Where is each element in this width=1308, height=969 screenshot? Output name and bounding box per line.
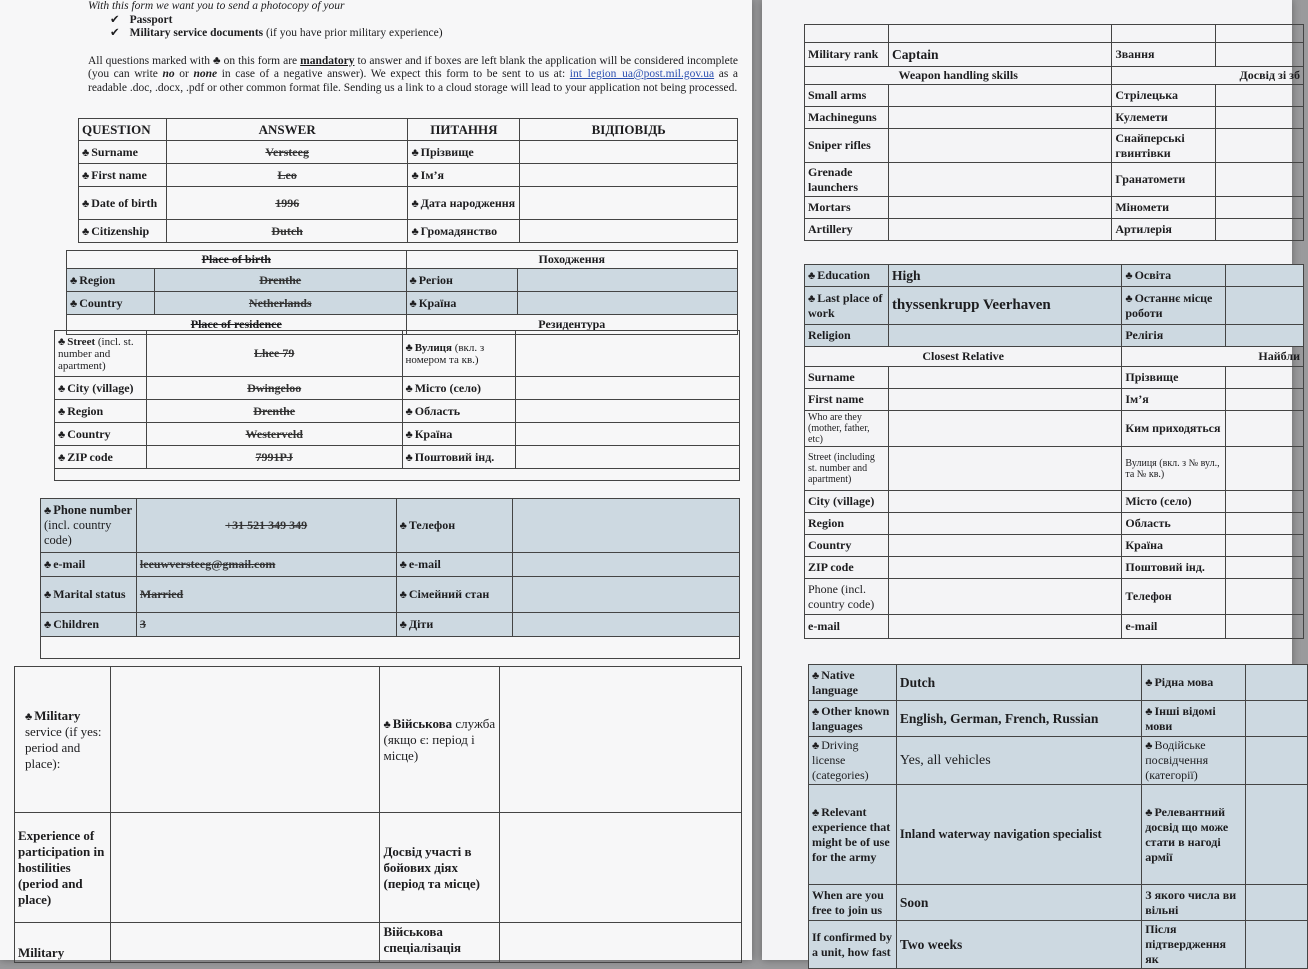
place-of-birth-header-ua: Походження [406,251,737,269]
row-free-to-join: When are you free to join us Soon З якого числа ви вільні [809,885,1308,921]
street-value[interactable]: Lhee 79 [146,331,402,377]
header-answer: ANSWER [166,119,407,141]
row-relative-first-name: First name Ім’я [805,389,1304,411]
row-birth-country: ♣ Country Netherlands ♣ Країна [67,292,738,315]
military-table [14,666,742,963]
phone-value[interactable]: +31 521 349 349 [136,499,396,553]
row-first-name: ♣ First name Leo ♣ Ім’я [79,164,738,187]
row-grenade-launchers: Grenade launchers Гранатомети [805,163,1304,197]
place-of-birth-header: Place of birth [67,251,407,269]
place-of-birth-table [66,250,738,335]
row-relative-city: City (village) Місто (село) [805,491,1304,513]
military-service-answer[interactable] [110,667,380,813]
row-small-arms: Small arms Стрілецька [805,85,1304,107]
skills-table [808,664,1308,969]
row-region: ♣ Region Drenthe ♣ Область [55,400,740,423]
right-form-page [762,0,1300,966]
row-machineguns: Machineguns Кулемети [805,107,1304,129]
row-relative-email: e-mail e-mail [805,615,1304,639]
intro-line: With this form we want you to send a photocopy of your [88,0,345,12]
row-email: ♣ e-mail leeuwversteeg@gmail.com ♣ e-mail [41,553,740,577]
row-sniper-rifles: Sniper rifles Снайперські гвинтівки [805,129,1304,163]
birth-region-value[interactable]: Drenthe [154,269,406,292]
closest-relative-header: Closest Relative [805,347,1122,367]
birth-region-answer-ua[interactable] [518,269,738,292]
row-street: ♣ Street (incl. st. number and apartment) Lhee 79 ♣ Вулиця (вкл. з номером та кв.) [55,331,740,377]
row-country: ♣ Country Westerveld ♣ Країна [55,423,740,446]
birth-country-answer-ua[interactable] [518,292,738,315]
marital-status-answer-ua[interactable] [512,577,740,613]
children-value[interactable]: 3 [136,613,396,637]
row-birth-region: ♣ Region Drenthe ♣ Регіон [67,269,738,292]
marital-status-value[interactable]: Married [136,577,396,613]
row-date-of-birth: ♣ Date of birth 1996 ♣ Дата народження [79,187,738,220]
row-military-rank: Military rank Captain Звання [805,43,1304,67]
row-education: ♣ Education High ♣ Освіта [805,265,1304,287]
closest-relative-header-ua: Найбли [1122,347,1304,367]
zip-value[interactable]: 7991PJ [146,446,402,469]
rank-weapons-table [804,24,1304,241]
row-driving-license: ♣ Driving license (categories) Yes, all vehicles ♣ Водійське посвідчення (категорії) [809,737,1308,785]
country-value[interactable]: Westerveld [146,423,402,446]
date-of-birth-value[interactable]: 1996 [166,187,407,220]
row-city: ♣ City (village) Dwingeloo ♣ Місто (село) [55,377,740,400]
row-phone: ♣ Phone number (incl. country code) +31 521 349 349 ♣ Телефон [41,499,740,553]
first-name-answer-ua[interactable] [520,164,738,187]
region-value[interactable]: Drenthe [146,400,402,423]
military-service-answer-ua[interactable] [500,667,742,813]
row-native-language: ♣ Native language Dutch ♣ Рідна мова [809,665,1308,701]
surname-value[interactable]: Versteeg [166,141,407,164]
zip-answer-ua[interactable] [516,446,740,469]
last-place-of-work-value[interactable]: thyssenkrupp Veerhaven [888,287,1121,325]
relevant-experience-value[interactable]: Inland waterway navigation specialist [896,785,1141,885]
military-rank-value[interactable]: Captain [888,43,1111,67]
checklist-passport: ✔ Passport [110,13,173,26]
row-zip: ♣ ZIP code 7991PJ ♣ Поштовий інд. [55,446,740,469]
row-religion: Religion Релігія [805,325,1304,347]
row-relative-country: Country Країна [805,535,1304,557]
row-relative-street: Street (including st. number and apartment) Вулиця (вкл. з № вул., та № кв.) [805,447,1304,491]
row-military-service: ♣ Military service (if yes: period and place): ♣ Військова служба (якщо є: період і місце) [15,667,742,813]
place-of-residence-header: Place of residence [67,315,407,335]
row-mortars: Mortars Міномети [805,197,1304,219]
row-artillery: Artillery Артилерія [805,219,1304,241]
instructions-paragraph: All questions marked with ♣ on this form are mandatory to answer and if boxes are left blank the application will be considered incomplete (you can write no or none in case of a negative answer). We expect this form to be sent to us at: int_legion_ua@post.mil.gov.ua as a readable .doc, .docx, .pdf or other common format file. Sending us a link to a cloud storage will lead to your application not being processed. [88,54,738,94]
native-language-value[interactable]: Dutch [896,665,1141,701]
checklist-military-docs: ✔ Military service documents (if you have prior military experience) [110,27,443,39]
birth-country-value[interactable]: Netherlands [154,292,406,315]
personal-info-table [78,118,738,243]
religion-value[interactable] [888,325,1121,347]
row-surname: ♣ Surname Versteeg ♣ Прізвище [79,141,738,164]
other-languages-value[interactable]: English, German, French, Russian [896,701,1141,737]
education-table [804,264,1304,639]
header-answer-ua: ВІДПОВІДЬ [520,119,738,141]
military-specialization-answer-ua[interactable] [500,923,742,963]
row-other-languages: ♣ Other known languages English, German, French, Russian ♣ Інші відомі мови [809,701,1308,737]
row-hostilities-experience: Experience of participation in hostilities (period and place) Досвід участі в бойових діях (період та місце) [15,813,742,923]
intro-text [88,0,738,95]
email-answer-ua[interactable] [512,553,740,577]
hostilities-experience-answer[interactable] [110,813,380,923]
surname-answer-ua[interactable] [520,141,738,164]
first-name-value[interactable]: Leo [166,164,407,187]
weapon-skills-header-ua: Досвід зі зб [1112,67,1304,85]
city-answer-ua[interactable] [516,377,740,400]
region-answer-ua[interactable] [516,400,740,423]
email-value[interactable]: leeuwversteeg@gmail.com [136,553,396,577]
row-military-specialization: Military Військова спеціалізація [15,923,742,963]
row-last-place-of-work: ♣ Last place of work thyssenkrupp Veerhaven ♣ Останнє місце роботи [805,287,1304,325]
row-relative-who: Who are they (mother, father, etc) Ким приходяться [805,411,1304,447]
row-relative-region: Region Область [805,513,1304,535]
contact-table [40,498,740,659]
citizenship-answer-ua[interactable] [520,220,738,243]
free-to-join-value[interactable]: Soon [896,885,1141,921]
row-relative-zip: ZIP code Поштовий інд. [805,557,1304,579]
row-relative-phone: Phone (incl. country code) Телефон [805,579,1304,615]
header-question-ua: ПИТАННЯ [408,119,520,141]
row-unit-confirmation: If confirmed by a unit, how fast Two weeks Після підтвердження як [809,921,1308,969]
education-value[interactable]: High [888,265,1121,287]
header-question: QUESTION [79,119,167,141]
driving-license-value[interactable]: Yes, all vehicles [896,737,1141,785]
phone-answer-ua[interactable] [512,499,740,553]
row-relevant-experience: ♣ Relevant experience that might be of use for the army Inland waterway navigation specialist ♣ Релевантний досвід що може стати в нагоді армії [809,785,1308,885]
place-of-residence-header-ua: Резидентура [406,315,737,335]
citizenship-value[interactable]: Dutch [166,220,407,243]
weapon-skills-header: Weapon handling skills [805,67,1112,85]
residence-table [54,330,740,481]
children-answer-ua[interactable] [512,613,740,637]
row-citizenship: ♣ Citizenship Dutch ♣ Громадянство [79,220,738,243]
street-answer-ua[interactable] [516,331,740,377]
row-marital-status: ♣ Marital status Married ♣ Сімейний стан [41,577,740,613]
submission-email-link[interactable]: int_legion_ua@post.mil.gov.ua [569,68,715,80]
row-children: ♣ Children 3 ♣ Діти [41,613,740,637]
country-answer-ua[interactable] [516,423,740,446]
military-specialization-answer[interactable] [110,923,380,963]
row-relative-surname: Surname Прізвище [805,367,1304,389]
date-of-birth-answer-ua[interactable] [520,187,738,220]
city-value[interactable]: Dwingeloo [146,377,402,400]
hostilities-experience-answer-ua[interactable] [500,813,742,923]
unit-confirmation-value[interactable]: Two weeks [896,921,1141,969]
